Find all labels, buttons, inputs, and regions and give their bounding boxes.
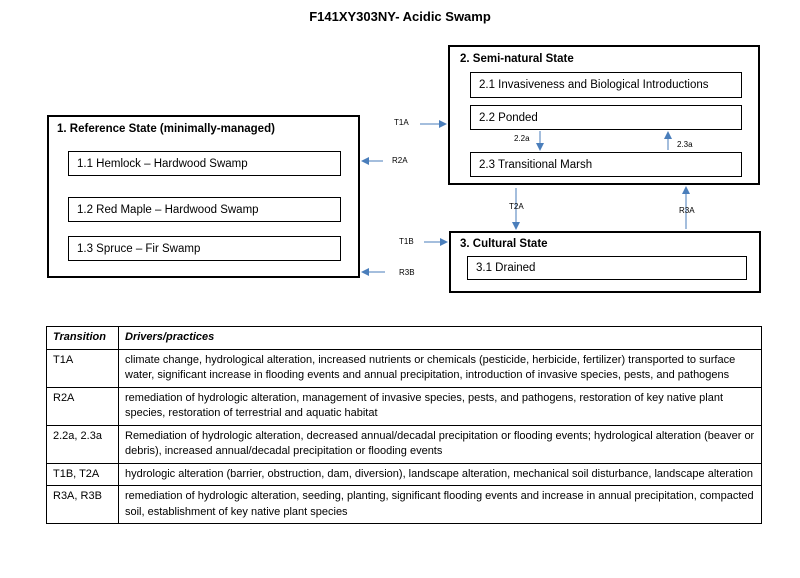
drivers-cell: Remediation of hydrologic alteration, decreased annual/decadal precipitation or flooding events; hydrological alteration (beaver or debris), increased annual/decadal precipitation or flooding events: [119, 425, 762, 463]
table-row: [47, 387, 762, 425]
drivers-table: [46, 326, 762, 524]
drivers-cell: hydrologic alteration (barrier, obstruction, dam, diversion), landscape alteration, mechanical soil disturbance, landscape alteration: [119, 463, 762, 486]
table-row: [47, 349, 762, 387]
cultural-state-title: 3. Cultural State: [460, 238, 548, 250]
table-row: [47, 486, 762, 524]
label-t1b: T1B: [399, 237, 414, 246]
phase-2-2: 2.2 Ponded: [470, 105, 742, 130]
drivers-cell: remediation of hydrologic alteration, management of invasive species, pests, and pathogens, restoration of key native plant species, restoration of terrestrial and aquatic habitat: [119, 387, 762, 425]
phase-2-3: 2.3 Transitional Marsh: [470, 152, 742, 177]
label-t2a: T2A: [509, 202, 524, 211]
phase-3-1: 3.1 Drained: [467, 256, 747, 280]
label-t1a: T1A: [394, 118, 409, 127]
table-row: [47, 425, 762, 463]
label-r3b: R3B: [399, 268, 415, 277]
table-row: [47, 463, 762, 486]
transition-cell: R2A: [47, 387, 119, 425]
diagram-title: F141XY303NY- Acidic Swamp: [309, 9, 491, 24]
phase-2-1: 2.1 Invasiveness and Biological Introductions: [470, 72, 742, 98]
transition-cell: T1B, T2A: [47, 463, 119, 486]
table-header-row: [47, 327, 762, 350]
seminatural-state-title: 2. Semi-natural State: [460, 53, 574, 65]
transition-cell: 2.2a, 2.3a: [47, 425, 119, 463]
label-2-2a: 2.2a: [514, 134, 530, 143]
label-2-3a: 2.3a: [677, 140, 693, 149]
transition-cell: T1A: [47, 349, 119, 387]
drivers-cell: climate change, hydrological alteration, increased nutrients or chemicals (pesticide, herbicide, fertilizer) transported to surface water, significant increase in flooding events and annual precipitation, introduction of invasive species, pests, and pathogens: [119, 349, 762, 387]
phase-1-3: 1.3 Spruce – Fir Swamp: [68, 236, 341, 261]
drivers-cell: remediation of hydrologic alteration, seeding, planting, significant flooding events and increase in annual precipitation, compacted soil, establishment of key native plant species: [119, 486, 762, 524]
header-drivers: Drivers/practices: [119, 327, 762, 350]
reference-state-title: 1. Reference State (minimally-managed): [57, 123, 275, 135]
phase-1-1: 1.1 Hemlock – Hardwood Swamp: [68, 151, 341, 176]
label-r2a: R2A: [392, 156, 408, 165]
header-transition: Transition: [47, 327, 119, 350]
label-r3a: R3A: [679, 206, 695, 215]
phase-1-2: 1.2 Red Maple – Hardwood Swamp: [68, 197, 341, 222]
transition-cell: R3A, R3B: [47, 486, 119, 524]
